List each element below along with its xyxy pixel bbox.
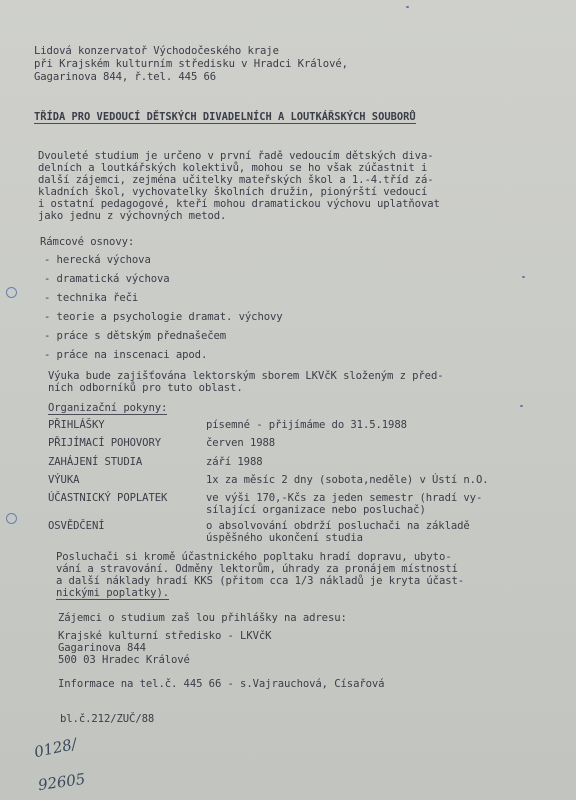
- fees-line: vání a stravování. Odměny lektorům, úhrady za pronájem místností: [56, 563, 458, 575]
- document-title: TŘÍDA PRO VEDOUCÍ DĚTSKÝCH DIVADELNÍCH A LOUTKÁŘSKÝCH SOUBORŮ: [34, 111, 416, 123]
- org-row-label: OSVĚDČENÍ: [48, 520, 105, 532]
- org-row-label: PŘIHLÁŠKY: [48, 419, 105, 431]
- org-row-value: červen 1988: [206, 437, 276, 449]
- outline-item: - technika řeči: [44, 292, 139, 304]
- fees-line: a další náklady hradí KKS (přitom cca 1/3 nákladů je kryta účast-: [56, 575, 465, 587]
- address-line: Krajské kulturní středisko - LKVčK: [58, 630, 272, 642]
- outline-item: - práce na inscenaci apod.: [44, 349, 208, 361]
- intro-line: kladních škol, vychovatelky školních družin, pionýrští vedoucí: [38, 186, 428, 198]
- contact-info: Informace na tel.č. 445 66 - s.Vajrauchová, Císařová: [58, 678, 385, 690]
- address-line: Gagarinova 844: [58, 642, 146, 654]
- header-line-3: Gagarinova 844, ř.tel. 445 66: [34, 71, 217, 83]
- org-row-label: ZAHÁJENÍ STUDIA: [48, 456, 143, 468]
- reference-number: bl.č.212/ZUČ/88: [60, 713, 155, 725]
- handwritten-note: 92605: [36, 769, 87, 795]
- intro-line: Dvouleté studium je určeno v první řadě vedoucím dětských diva-: [38, 150, 434, 162]
- org-row-value: písemné - přijímáme do 31.5.1988: [206, 419, 407, 431]
- header-line-2: při Krajském kulturním středisku v Hradci Králové,: [34, 58, 348, 70]
- punch-hole-mark: [6, 287, 17, 298]
- header-line-1: Lidová konzervatoř Východočeského kraje: [34, 45, 279, 57]
- handwritten-note: 0128/: [32, 734, 79, 762]
- org-row-value: září 1988: [206, 456, 263, 468]
- ink-speck: [520, 405, 523, 407]
- address-intro: Zájemci o studium zaš lou přihlášky na adresu:: [58, 612, 347, 624]
- fees-line: nickými poplatky).: [56, 587, 170, 599]
- fees-line: Posluchači si kromě účastnického popltaku hradí dopravu, ubyto-: [56, 551, 452, 563]
- org-row-value: sílající organizace nebo posluchač): [206, 504, 426, 516]
- org-row-value: úspěšného ukončení studia: [206, 532, 363, 544]
- intro-line: další zájemci, zejména učitelky mateřských škol a 1.-4.tříd zá-: [38, 174, 434, 186]
- intro-line: delních a loutkářských kolektivů, mohou se ho však zúčastnit i: [38, 162, 428, 174]
- outline-item: - práce s dětským přednašečem: [44, 330, 227, 342]
- outline-item: - dramatická výchova: [44, 273, 170, 285]
- outline-item: - herecká výchova: [44, 254, 151, 266]
- org-row-value: o absolvování obdrží posluchači na základě: [206, 520, 470, 532]
- org-row-value: 1x za měsíc 2 dny (sobota,neděle) v Ústí n.O.: [206, 474, 489, 486]
- teaching-line: ních odborníků pro tuto oblast.: [48, 382, 243, 394]
- outline-item: - teorie a psychologie dramat. výchovy: [44, 311, 283, 323]
- address-line: 500 03 Hradec Králové: [58, 654, 190, 666]
- ink-speck: [522, 276, 525, 278]
- intro-line: i ostatní pedagogové, kteří mohou dramatickou výchovu uplatňovat: [38, 198, 440, 210]
- ink-speck: [406, 6, 409, 8]
- org-row-label: ÚČASTNICKÝ POPLATEK: [48, 492, 168, 504]
- org-row-value: ve výši 170,-Kčs za jeden semestr (hradí vy-: [206, 492, 483, 504]
- teaching-line: Výuka bude zajišťována lektorským sborem LKVčK složeným z před-: [48, 370, 444, 382]
- punch-hole-mark: [6, 513, 17, 524]
- org-row-label: PŘIJÍMACÍ POHOVORY: [48, 437, 162, 449]
- outline-heading: Rámcové osnovy:: [40, 236, 135, 248]
- intro-line: jako jednu z výchovných metod.: [38, 210, 227, 222]
- org-row-label: VÝUKA: [48, 474, 80, 486]
- org-heading: Organizační pokyny:: [48, 402, 168, 414]
